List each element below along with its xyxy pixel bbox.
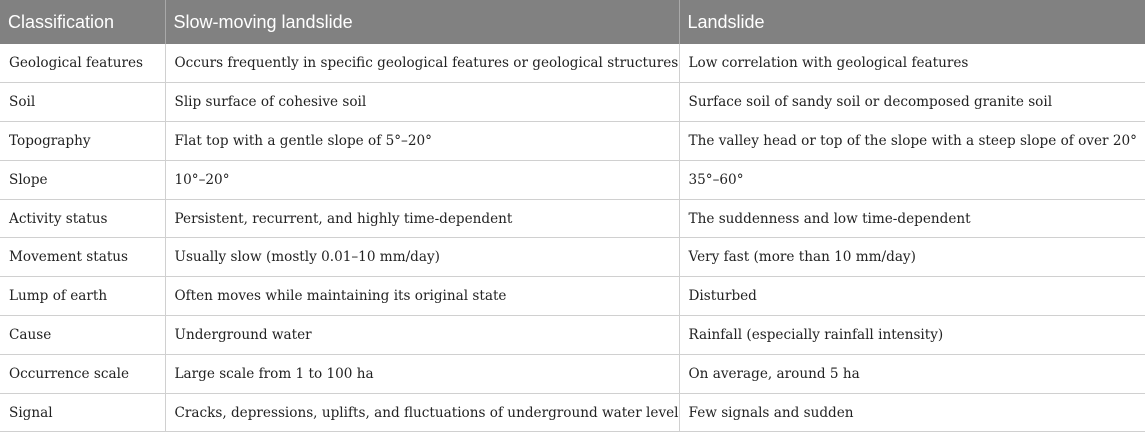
row-landslide: Surface soil of sandy soil or decomposed granite soil bbox=[679, 83, 1145, 122]
table-row bbox=[0, 393, 1145, 432]
row-slow-moving: 10°–20° bbox=[165, 160, 679, 199]
row-slow-moving: Occurs frequently in specific geological features or geological structures bbox=[165, 44, 679, 83]
row-classification: Lump of earth bbox=[0, 277, 165, 316]
row-slow-moving: Flat top with a gentle slope of 5°–20° bbox=[165, 122, 679, 161]
row-landslide: The suddenness and low time-dependent bbox=[679, 199, 1145, 238]
row-landslide: The valley head or top of the slope with a steep slope of over 20° bbox=[679, 122, 1145, 161]
table-row bbox=[0, 277, 1145, 316]
table-row bbox=[0, 354, 1145, 393]
row-landslide: Disturbed bbox=[679, 277, 1145, 316]
row-classification: Soil bbox=[0, 83, 165, 122]
table-row bbox=[0, 83, 1145, 122]
row-landslide: Few signals and sudden bbox=[679, 393, 1145, 432]
row-classification: Topography bbox=[0, 122, 165, 161]
row-classification: Occurrence scale bbox=[0, 354, 165, 393]
header-classification: Classification bbox=[0, 0, 165, 44]
row-landslide: Rainfall (especially rainfall intensity) bbox=[679, 316, 1145, 355]
table-row bbox=[0, 238, 1145, 277]
table-row bbox=[0, 122, 1145, 161]
row-landslide: Low correlation with geological features bbox=[679, 44, 1145, 83]
row-landslide: 35°–60° bbox=[679, 160, 1145, 199]
header-row bbox=[0, 0, 1145, 44]
row-classification: Slope bbox=[0, 160, 165, 199]
row-slow-moving: Underground water bbox=[165, 316, 679, 355]
row-landslide: On average, around 5 ha bbox=[679, 354, 1145, 393]
row-slow-moving: Often moves while maintaining its original state bbox=[165, 277, 679, 316]
table-row bbox=[0, 160, 1145, 199]
row-slow-moving: Large scale from 1 to 100 ha bbox=[165, 354, 679, 393]
row-landslide: Very fast (more than 10 mm/day) bbox=[679, 238, 1145, 277]
table-body bbox=[0, 44, 1145, 432]
table-row bbox=[0, 44, 1145, 83]
table-row bbox=[0, 199, 1145, 238]
row-slow-moving: Usually slow (mostly 0.01–10 mm/day) bbox=[165, 238, 679, 277]
row-classification: Cause bbox=[0, 316, 165, 355]
table-row bbox=[0, 316, 1145, 355]
table-header bbox=[0, 0, 1145, 44]
row-slow-moving: Slip surface of cohesive soil bbox=[165, 83, 679, 122]
row-classification: Geological features bbox=[0, 44, 165, 83]
row-classification: Movement status bbox=[0, 238, 165, 277]
header-slow-moving-landslide: Slow-moving landslide bbox=[165, 0, 679, 44]
row-slow-moving: Persistent, recurrent, and highly time-dependent bbox=[165, 199, 679, 238]
row-slow-moving: Cracks, depressions, uplifts, and fluctuations of underground water level bbox=[165, 393, 679, 432]
header-landslide: Landslide bbox=[679, 0, 1145, 44]
row-classification: Activity status bbox=[0, 199, 165, 238]
row-classification: Signal bbox=[0, 393, 165, 432]
